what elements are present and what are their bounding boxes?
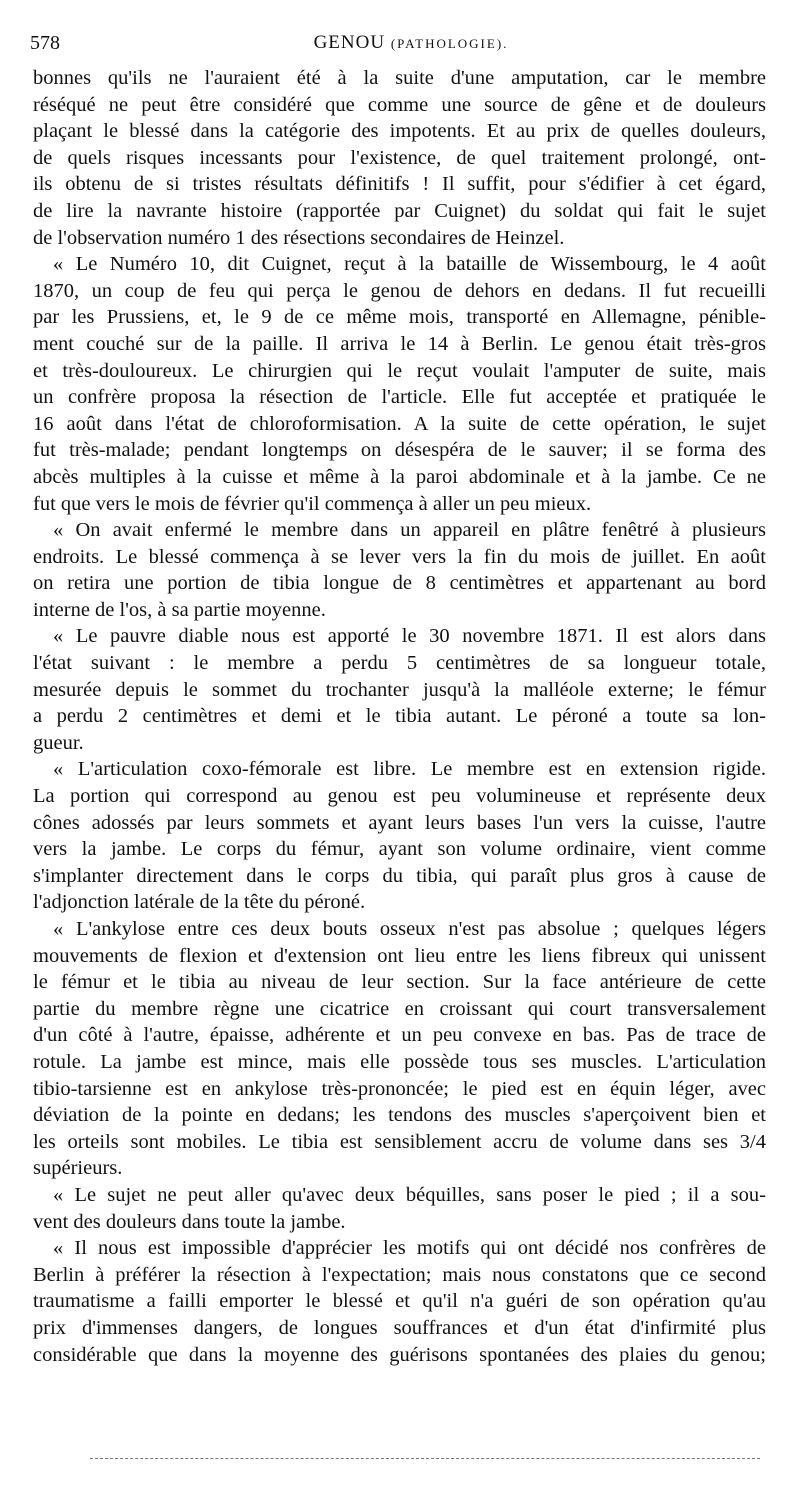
text-line: le fémur et le tibia au niveau de leur section. Sur la face antérieure de cette (33, 971, 766, 994)
text-line: rotule. La jambe est mince, mais elle possède tous ses muscles. L'articulation (33, 1050, 766, 1073)
text-line: s'implanter directement dans le corps du tibia, qui paraît plus gros à cause de (33, 864, 766, 887)
text-line: mouvements de flexion et d'extension ont lieu entre les liens fibreux qui unissent (33, 944, 766, 967)
text-line: partie du membre règne une cicatrice en croissant qui court transversalement (33, 997, 766, 1020)
text-line: « Il nous est impossible d'apprécier les motifs qui ont décidé nos confrères de (53, 1237, 766, 1260)
text-line: « Le sujet ne peut aller qu'avec deux béquilles, sans poser le pied ; il a sou- (53, 1183, 766, 1206)
text-line: 16 août dans l'état de chloroformisation. A la suite de cette opération, le sujet (33, 412, 766, 435)
text-line: « Le pauvre diable nous est apporté le 30 novembre 1871. Il est alors dans (53, 625, 766, 648)
text-line: considérable que dans la moyenne des guérisons spontanées des plaies du genou; (33, 1343, 766, 1366)
text-line: interne de l'os, à sa partie moyenne. (33, 598, 326, 621)
page-number: 578 (30, 32, 60, 54)
text-line: fut que vers le mois de février qu'il commença à aller un peu mieux. (33, 492, 592, 515)
header-subtitle: (PATHOLOGIE). (390, 36, 509, 51)
text-line: supérieurs. (33, 1157, 123, 1180)
footer-rule (90, 1458, 760, 1459)
text-line: endroits. Le blessé commença à se lever vers la fin du mois de juillet. En août (33, 545, 766, 568)
running-header (30, 32, 792, 60)
text-line: l'état suivant : le membre a perdu 5 centimètres de sa longueur totale, (33, 652, 766, 675)
text-line: réséqué ne peut être considéré que comme une source de gêne et de douleurs (33, 93, 766, 116)
text-line: « Le Numéro 10, dit Cuignet, reçut à la bataille de Wissembourg, le 4 août (53, 253, 766, 276)
text-line: 1870, un coup de feu qui perça le genou de dehors en dedans. Il fut recueilli (33, 279, 766, 302)
text-line: traumatisme a failli emporter le blessé et qu'il n'a guéri de son opération qu'au (33, 1290, 766, 1313)
body-text (33, 65, 766, 1368)
text-line: cônes adossés par leurs sommets et ayant leurs bases l'un vers la cuisse, l'autre (33, 811, 766, 834)
text-line: « L'articulation coxo-fémorale est libre. Le membre est en extension rigide. (53, 758, 766, 781)
text-line: de l'observation numéro 1 des résections secondaires de Heinzel. (33, 226, 565, 249)
text-line: on retira une portion de tibia longue de 8 centimètres et appartenant au bord (33, 572, 766, 595)
text-line: La portion qui correspond au genou est peu volumineuse et représente deux (33, 785, 766, 808)
text-line: Berlin à préférer la résection à l'expectation; mais nous constatons que ce second (33, 1263, 766, 1286)
header-title: GENOU (313, 32, 386, 53)
text-line: abcès multiples à la cuisse et même à la paroi abdominale et à la jambe. Ce ne (33, 465, 766, 488)
text-line: l'adjonction latérale de la tête du péroné. (33, 891, 366, 914)
text-line: vent des douleurs dans toute la jambe. (33, 1210, 346, 1233)
text-line: vers la jambe. Le corps du fémur, ayant son volume ordinaire, vient comme (33, 838, 766, 861)
text-line: plaçant le blessé dans la catégorie des impotents. Et au prix de quelles douleurs, (33, 120, 766, 143)
text-line: par les Prussiens, et, le 9 de ce même mois, transporté en Allemagne, pénible- (33, 306, 766, 329)
text-line: ment couché sur de la paille. Il arriva le 14 à Berlin. Le genou était très-gros (33, 332, 766, 355)
text-line: les orteils sont mobiles. Le tibia est sensiblement accru de volume dans ses 3/4 (33, 1130, 766, 1153)
text-line: prix d'immenses dangers, de longues souffrances et d'un état d'infirmité plus (33, 1316, 766, 1339)
text-line: d'un côté à l'autre, épaisse, adhérente et un peu convexe en bas. Pas de trace de (33, 1024, 766, 1047)
text-line: mesurée depuis le sommet du trochanter jusqu'à la malléole externe; le fémur (33, 678, 766, 701)
text-line: « L'ankylose entre ces deux bouts osseux n'est pas absolue ; quelques légers (53, 918, 766, 940)
text-line: gueur. (33, 731, 84, 754)
text-line: « On avait enfermé le membre dans un appareil en plâtre fenêtré à plusieurs (53, 519, 766, 542)
text-line: de quels risques incessants pour l'existence, de quel traitement prolongé, ont- (33, 146, 766, 169)
text-line: ils obtenu de si tristes résultats définitifs ! Il suffit, pour s'édifier à cet égard, (33, 173, 766, 196)
text-line: un confrère proposa la résection de l'article. Elle fut acceptée et pratiquée le (33, 386, 766, 409)
text-line: fut très-malade; pendant longtemps on désespéra de le sauver; il se forma des (33, 439, 766, 462)
text-line: et très-douloureux. Le chirurgien qui le reçut voulait l'amputer de suite, mais (33, 359, 766, 382)
text-line: bonnes qu'ils ne l'auraient été à la suite d'une amputation, car le membre (33, 67, 766, 89)
running-title (30, 32, 792, 54)
text-line: de lire la navrante histoire (rapportée par Cuignet) du soldat qui fait le sujet (33, 199, 766, 222)
text-line: a perdu 2 centimètres et demi et le tibia autant. Le péroné a toute sa lon- (33, 705, 766, 728)
text-line: déviation de la pointe en dedans; les tendons des muscles s'aperçoivent bien et (33, 1104, 766, 1127)
text-line: tibio-tarsienne est en ankylose très-prononcée; le pied est en équin léger, avec (33, 1077, 766, 1100)
